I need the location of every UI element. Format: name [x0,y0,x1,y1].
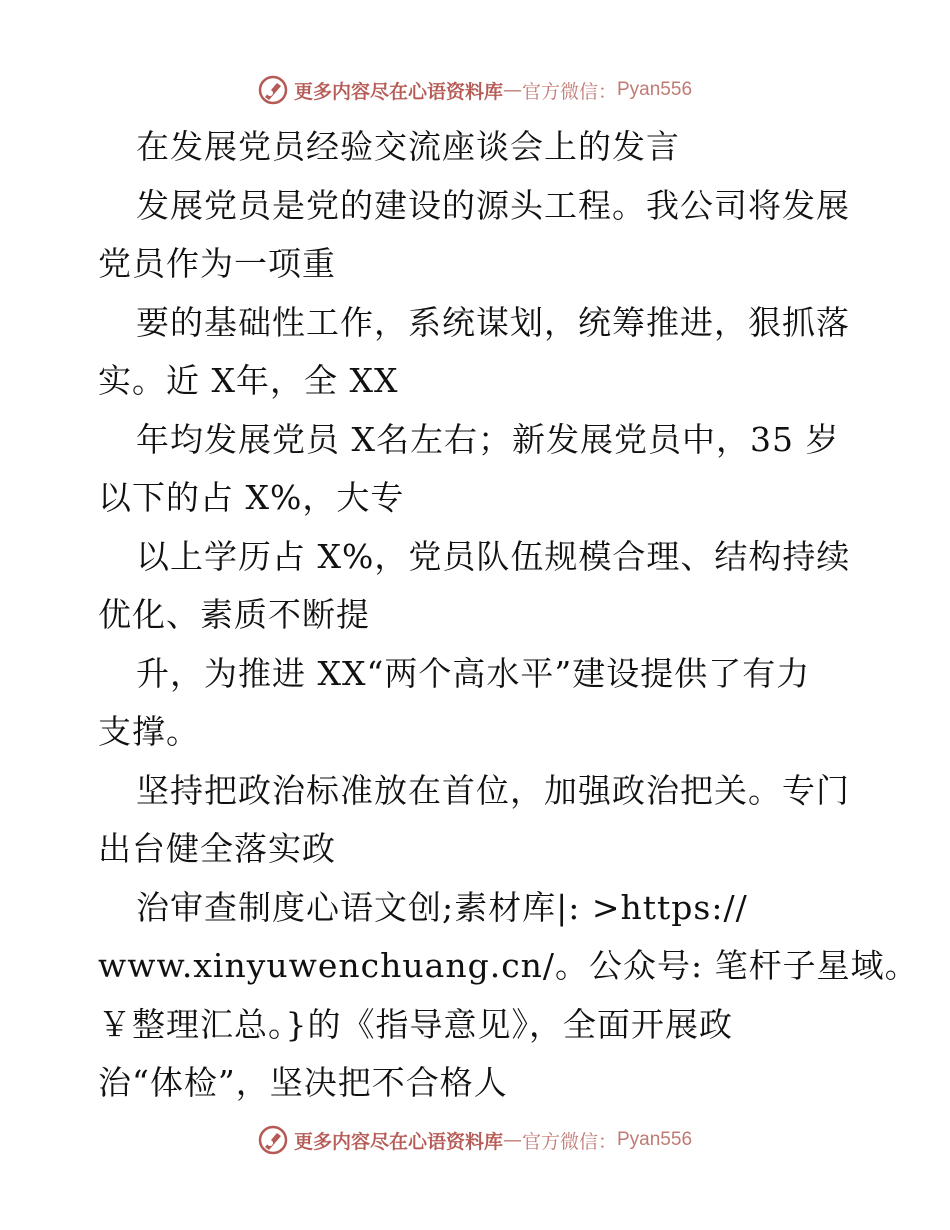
footer-watermark [0,1122,950,1158]
watermark-separator: — [502,79,522,101]
watermark-brand: 更多内容尽在心语资料库 [293,80,503,103]
pen-logo-icon [258,1125,288,1155]
paragraph-line: 以下的占 X%，大专 [98,478,405,517]
paragraph-line: 升，为推进 XX“两个高水平”建设提供了有力 [136,653,811,693]
watermark-brand: 更多内容尽在心语资料库 [293,1130,503,1153]
paragraph-line: 治审查制度心语文创;素材库|: >https:// [136,887,748,927]
paragraph-line: 支撑。 [98,712,200,751]
paragraph-line: 实。近 X年，全 XX [98,361,399,400]
paragraph-line: 优化、素质不断提 [98,595,370,634]
document-title: 在发展党员经验交流座谈会上的发言 [136,127,680,166]
document-body [98,118,919,1113]
paragraph-line: 发展党员是党的建设的源头工程。我公司将发展 [136,185,850,225]
paragraph-line: 坚持把政治标准放在首位，加强政治把关。专门 [136,770,850,810]
paragraph-line: 治“体检”，坚决把不合格人 [98,1063,508,1102]
watermark-wechat-id: Pyan556 [617,79,693,100]
paragraph-line: 出台健全落实政 [98,829,336,868]
paragraph-line: 以上学历占 X%，党员队伍规模合理、结构持续 [136,536,851,576]
watermark-separator: — [502,1129,522,1151]
paragraph-line: 党员作为一项重 [98,244,336,283]
paragraph-line: 年均发展党员 X名左右；新发展党员中，35 岁 [136,419,840,459]
pen-logo-icon [258,75,288,105]
watermark-official-label: 官方微信： [521,1130,617,1153]
paragraph-line: 要的基础性工作，系统谋划，统筹推进，狠抓落 [136,302,850,342]
watermark-wechat-id: Pyan556 [617,1129,693,1150]
paragraph-line: www.xinyuwenchuang.cn/。公众号: 笔杆子星域。 [98,946,919,985]
watermark-official-label: 官方微信： [521,80,617,103]
paragraph-line: ￥整理汇总。}的《指导意见》，全面开展政 [98,1004,733,1044]
header-watermark [0,72,950,108]
